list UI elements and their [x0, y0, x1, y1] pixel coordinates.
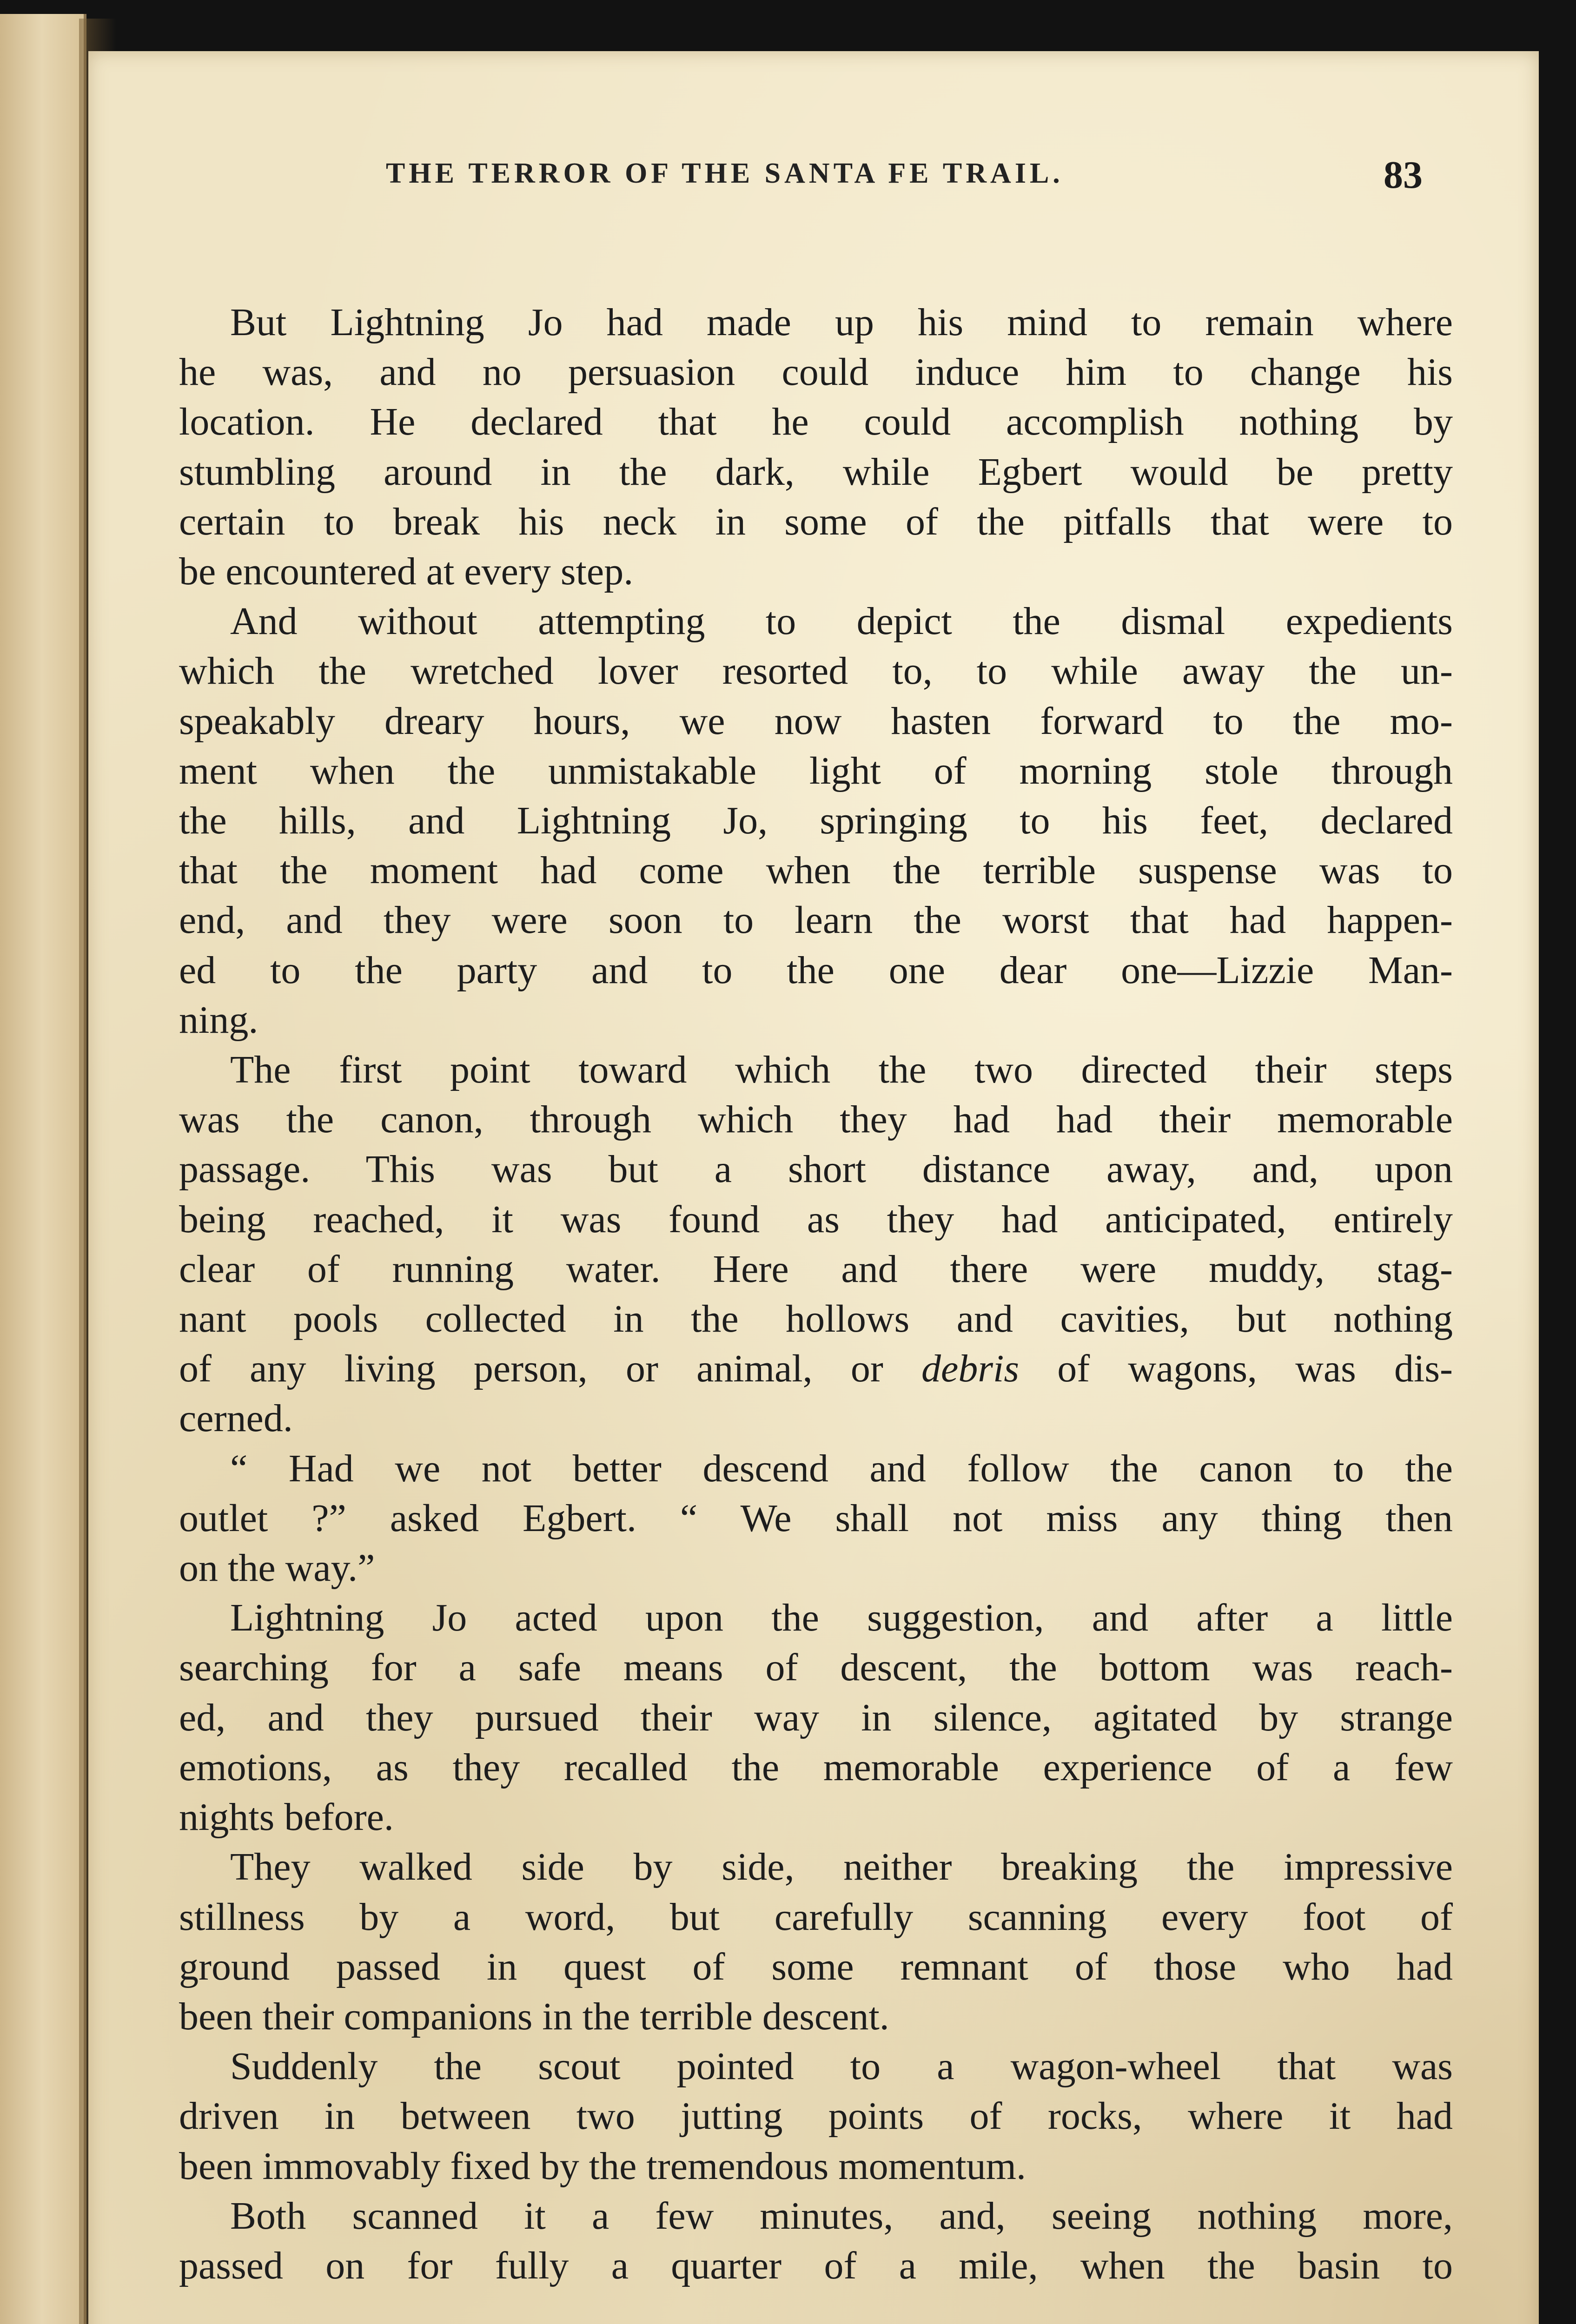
text-line: end, and they were soon to learn the worst that had happen- — [179, 898, 1453, 942]
text-line: Suddenly the scout pointed to a wagon-wheel that was — [230, 2045, 1453, 2088]
text-line: stumbling around in the dark, while Egbert would be pretty — [179, 450, 1453, 494]
text-line: Lightning Jo acted upon the suggestion, and after a little — [230, 1596, 1453, 1640]
text-line: certain to break his neck in some of the pitfalls that were to — [179, 500, 1453, 543]
facing-page-edge — [0, 14, 86, 2324]
text-line: outlet ?” asked Egbert. “ We shall not miss any thing then — [179, 1496, 1453, 1540]
text-line: driven in between two jutting points of rocks, where it had — [179, 2094, 1453, 2138]
text-line: that the moment had come when the terrible suspense was to — [179, 849, 1453, 892]
text-line: speakably dreary hours, we now hasten forward to the mo- — [179, 699, 1453, 743]
text-line: clear of running water. Here and there were muddy, stag- — [179, 1247, 1453, 1291]
text-segment: of any living person, or animal, or — [179, 1347, 883, 1391]
text-line: passage. This was but a short distance away, and, upon — [179, 1148, 1453, 1191]
book-page — [88, 51, 1539, 2324]
text-line: emotions, as they recalled the memorable experience of a few — [179, 1745, 1453, 1789]
text-line: on the way.” — [179, 1546, 375, 1590]
text-line: And without attempting to depict the dismal expedients — [230, 600, 1453, 643]
page-number: 83 — [1384, 153, 1423, 197]
text-line: the hills, and Lightning Jo, springing to his feet, declared — [179, 799, 1453, 843]
page-header — [386, 152, 1423, 204]
text-line: he was, and no persuasion could induce him to change his — [179, 350, 1453, 394]
italic-word: debris — [921, 1347, 1020, 1391]
text-line: ning. — [179, 998, 258, 1042]
text-line: ground passed in quest of some remnant of those who had — [179, 1945, 1453, 1988]
text-line: location. He declared that he could accomplish nothing by — [179, 400, 1453, 444]
text-line: which the wretched lover resorted to, to while away the un- — [179, 649, 1453, 693]
running-title: THE TERROR OF THE SANTA FE TRAIL. — [386, 158, 1064, 189]
text-line: nights before. — [179, 1796, 394, 1839]
text-line-mixed — [179, 1344, 1453, 1393]
text-line: passed on for fully a quarter of a mile, when the basin to — [179, 2244, 1453, 2287]
text-line: Both scanned it a few minutes, and, seeing nothing more, — [230, 2194, 1453, 2238]
text-line: ed, and they pursued their way in silence, agitated by strange — [179, 1696, 1453, 1739]
text-line: was the canon, through which they had had their memorable — [179, 1098, 1453, 1142]
text-line: The first point toward which the two directed their steps — [230, 1048, 1453, 1092]
text-line: ed to the party and to the one dear one—Lizzie Man- — [179, 948, 1453, 992]
text-line: be encountered at every step. — [179, 550, 634, 594]
text-line: searching for a safe means of descent, the bottom was reach- — [179, 1646, 1453, 1690]
text-line: ment when the unmistakable light of morning stole through — [179, 749, 1453, 792]
text-line: nant pools collected in the hollows and cavities, but nothing — [179, 1297, 1453, 1341]
text-line: They walked side by side, neither breaking the impressive — [230, 1845, 1453, 1889]
text-segment: of wagons, was dis- — [1057, 1347, 1453, 1391]
text-line: “ Had we not better descend and follow the canon to the — [230, 1446, 1453, 1490]
text-line: been immovably fixed by the tremendous momentum. — [179, 2144, 1026, 2188]
text-line: But Lightning Jo had made up his mind to remain where — [230, 301, 1453, 344]
text-line: cerned. — [179, 1397, 293, 1440]
text-line: been their companions in the terrible descent. — [179, 1994, 889, 2038]
text-line: stillness by a word, but carefully scanning every foot of — [179, 1895, 1453, 1939]
body-text — [179, 297, 1453, 2291]
text-line: being reached, it was found as they had anticipated, entirely — [179, 1197, 1453, 1241]
